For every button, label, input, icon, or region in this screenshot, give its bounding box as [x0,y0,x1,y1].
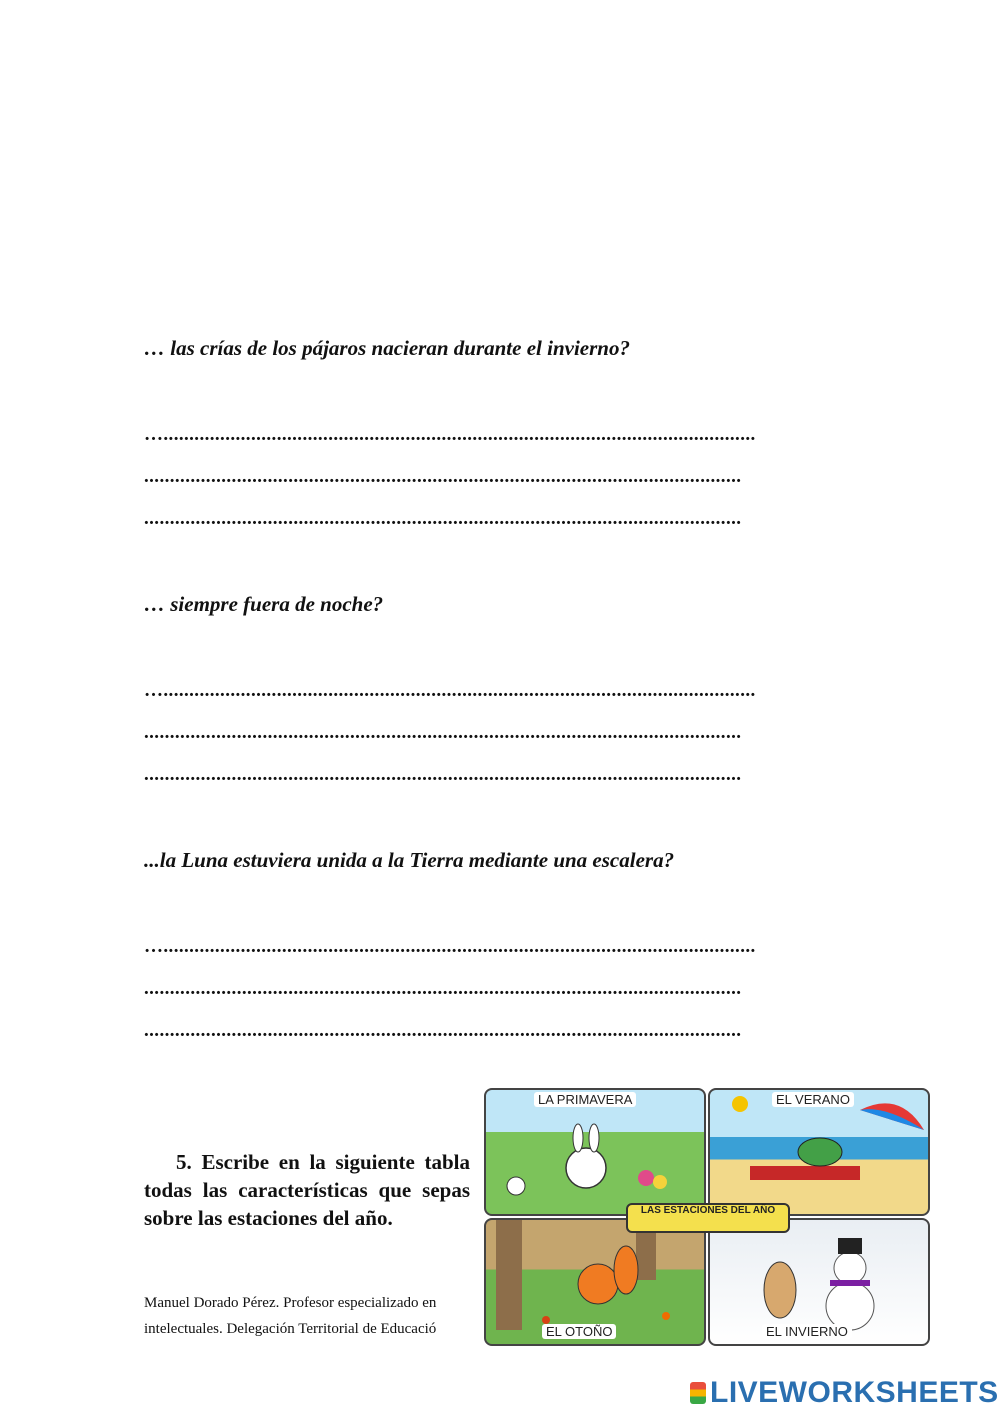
answer-line-2-2[interactable]: .................................................................................................................... [144,722,742,743]
answer-line-1-3[interactable]: .................................................................................................................... [144,508,742,529]
answer-line-2-3[interactable]: .................................................................................................................... [144,764,742,785]
winter-label: EL INVIERNO [762,1324,852,1339]
liveworksheets-mark-icon [690,1382,706,1404]
answer-line-1-2[interactable]: .................................................................................................................... [144,466,742,487]
task-number: 5. [176,1150,192,1174]
answer-line-3-3[interactable]: .................................................................................................................... [144,1020,742,1041]
summer-label: EL VERANO [772,1092,854,1107]
autumn-label: EL OTOÑO [542,1324,616,1339]
spring-panel [484,1088,706,1216]
question-3-prompt: ...la Luna estuviera unida a la Tierra mediante una escalera? [144,848,675,872]
task-5 [144,1148,470,1232]
credit-line-2: intelectuales. Delegación Territorial de Educació [144,1321,437,1337]
answer-line-3-1[interactable]: …................................................................................................................... [144,936,756,957]
question-2-prompt: … siempre fuera de noche? [144,592,384,616]
answer-line-2-1[interactable]: …................................................................................................................... [144,680,756,701]
spring-rabbit-icon [486,1090,704,1214]
answer-line-1-1[interactable]: …................................................................................................................... [144,424,756,445]
winter-panel [708,1218,930,1346]
spring-label: LA PRIMAVERA [534,1092,636,1107]
summer-frog-icon [710,1090,928,1214]
seasons-title-badge: LAS ESTACIONES DEL AÑO [626,1203,790,1233]
seasons-illustration [484,1088,928,1344]
answer-line-3-2[interactable]: .................................................................................................................... [144,978,742,999]
autumn-panel [484,1218,706,1346]
liveworksheets-logo [690,1376,999,1410]
summer-panel [708,1088,930,1216]
credit-line-1: Manuel Dorado Pérez. Profesor especializado en [144,1295,437,1311]
author-credit [144,1290,472,1342]
brand-name: LIVEWORKSHEETS [710,1376,999,1409]
task-text: Escribe en la siguiente tabla todas las características que sepas sobre las estaciones del año. [144,1150,470,1230]
question-1-prompt: … las crías de los pájaros nacieran durante el invierno? [144,336,630,360]
